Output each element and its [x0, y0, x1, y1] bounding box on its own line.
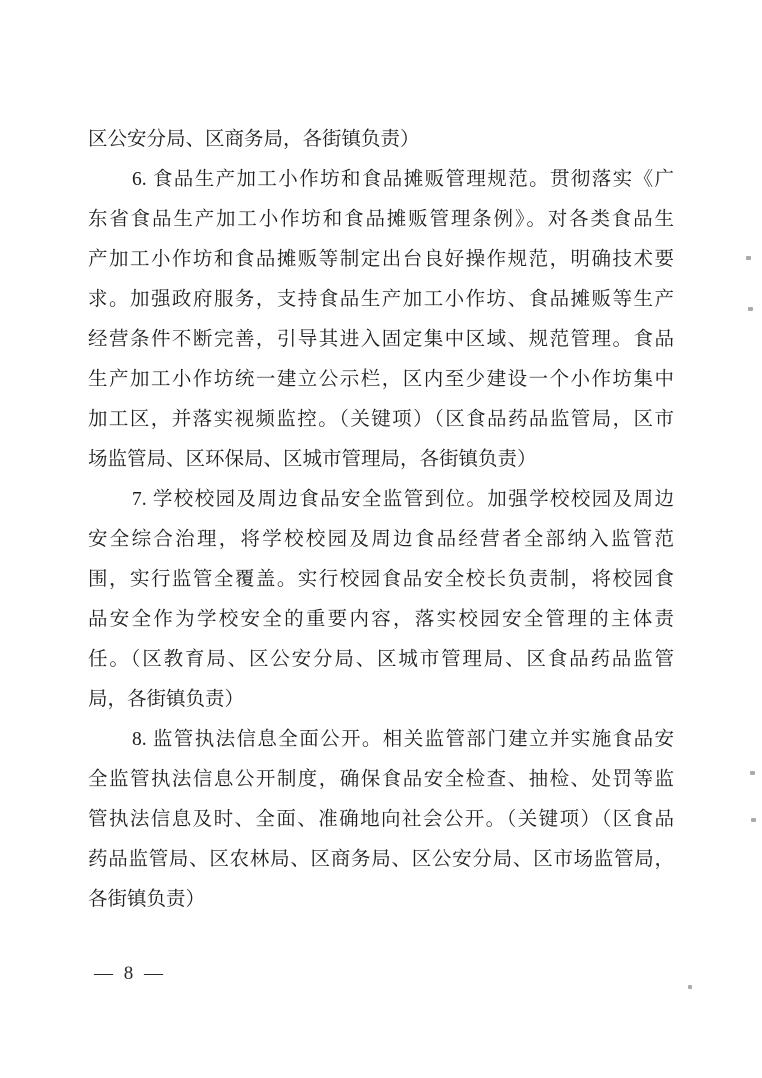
text-line: 药品监管局、区农林局、区商务局、区公安分局、区市场监管局， — [88, 849, 674, 870]
text-line: 经营条件不断完善，引导其进入固定集中区域、规范管理。食品 — [88, 329, 674, 350]
scan-speck — [688, 985, 692, 989]
text-line: 加工区，并落实视频监控。（关键项）（区食品药品监管局，区市 — [88, 409, 674, 430]
scan-speck — [746, 256, 751, 260]
text-line: 围，实行监管全覆盖。实行校园食品安全校长负责制，将校园食 — [88, 569, 674, 590]
text-line: 7. 学校校园及周边食品安全监管到位。加强学校校园及周边 — [132, 489, 674, 510]
document-text-block — [88, 120, 674, 920]
text-line: 生产加工小作坊统一建立公示栏，区内至少建设一个小作坊集中 — [88, 369, 674, 390]
text-line: 东省食品生产加工小作坊和食品摊贩管理条例》。对各类食品生 — [88, 209, 674, 230]
text-line: 任。（区教育局、区公安分局、区城市管理局、区食品药品监管 — [88, 649, 674, 670]
scan-speck — [751, 818, 756, 822]
scan-speck — [750, 771, 755, 775]
text-line: 求。加强政府服务，支持食品生产加工小作坊、食品摊贩等生产 — [88, 289, 674, 310]
text-line: 6. 食品生产加工小作坊和食品摊贩管理规范。贯彻落实《广 — [132, 169, 674, 190]
text-line: 区公安分局、区商务局，各街镇负责） — [88, 129, 420, 150]
text-line: 产加工小作坊和食品摊贩等制定出台良好操作规范，明确技术要 — [88, 249, 674, 270]
text-line: 场监管局、区环保局、区城市管理局，各街镇负责） — [88, 449, 537, 470]
page-number: — 8 — — [94, 963, 166, 984]
text-line: 局，各街镇负责） — [88, 689, 245, 710]
text-line: 品安全作为学校安全的重要内容，落实校园安全管理的主体责 — [88, 609, 674, 630]
text-line: 8. 监管执法信息全面公开。相关监管部门建立并实施食品安 — [132, 729, 674, 750]
text-line: 各街镇负责） — [88, 889, 206, 910]
text-line: 全监管执法信息公开制度，确保食品安全检查、抽检、处罚等监 — [88, 769, 674, 790]
scan-speck — [748, 307, 753, 311]
text-line: 安全综合治理，将学校校园及周边食品经营者全部纳入监管范 — [88, 529, 674, 550]
text-line: 管执法信息及时、全面、准确地向社会公开。（关键项）（区食品 — [88, 809, 674, 830]
